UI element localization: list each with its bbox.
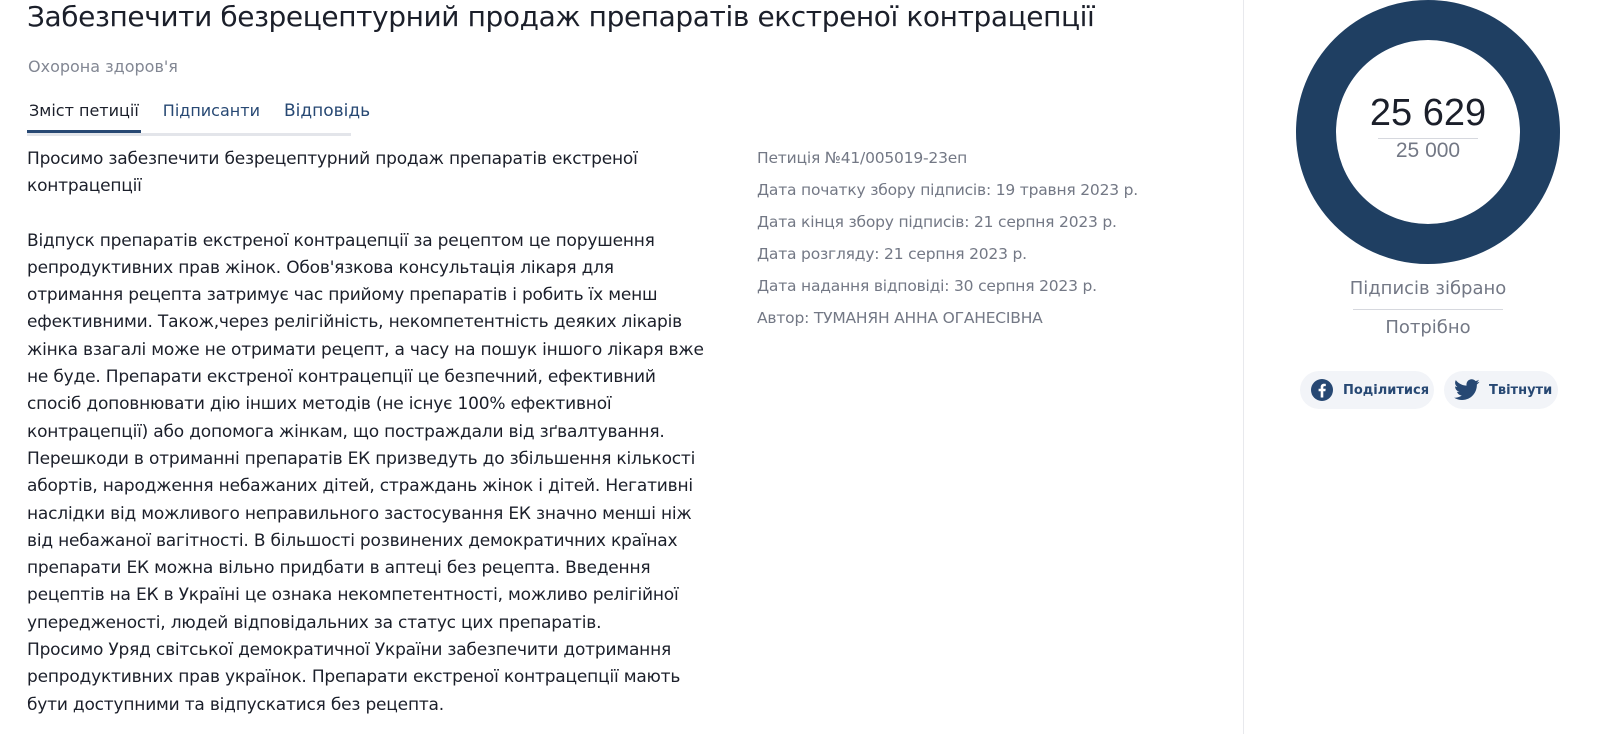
signatures-collected-count: 25 629 bbox=[1369, 92, 1487, 134]
sidebar-divider bbox=[1243, 0, 1244, 734]
tab-content[interactable]: Зміст петиції bbox=[27, 97, 141, 133]
twitter-share-button[interactable] bbox=[1444, 371, 1558, 409]
facebook-icon bbox=[1310, 378, 1334, 402]
petition-number: Петиція №41/005019-23еп bbox=[757, 149, 968, 167]
petition-paragraph-2: Перешкоди в отриманні препаратів ЕК призведуть до збільшення кількості абортів, народження небажаних дітей, страждань жінок і дітей. Негативні наслідки від можливого неправильного застосування ЕК значно менші ніж від небажаної вагітності. В більшості розвинених демократичних країнах препарати ЕК можна вільно придбати в аптеці без рецепта. Введення рецептів на ЕК в Україні це ознака некомпетентності, можливо релігійної упередженості, людей відповідальних за статус цих препаратів. bbox=[27, 448, 696, 633]
tab-signers[interactable]: Підписанти bbox=[162, 101, 260, 120]
signatures-needed-count: 25 000 bbox=[1395, 139, 1461, 162]
signatures-needed-label: Потрібно bbox=[1385, 317, 1471, 338]
petition-meta bbox=[757, 142, 1138, 334]
labels-divider bbox=[1353, 309, 1503, 310]
petition-author: Автор: ТУМАНЯН АННА ОГАНЕСІВНА bbox=[757, 309, 1043, 327]
petition-paragraph-3: Просимо Уряд світської демократичної України забезпечити дотримання репродуктивних прав українок. Препарати екстреної контрацепції мають бути доступними та відпускатися без рецепта. bbox=[27, 640, 681, 715]
petition-body bbox=[27, 146, 707, 719]
review-date: Дата розгляду: 21 серпня 2023 р. bbox=[757, 245, 1027, 263]
facebook-share-button[interactable] bbox=[1300, 371, 1434, 409]
twitter-icon bbox=[1454, 379, 1480, 401]
petition-title: Забезпечити безрецептурний продаж препаратів екстреної контрацепції bbox=[27, 0, 1095, 33]
petition-category-link[interactable]: Охорона здоров'я bbox=[28, 57, 178, 76]
twitter-share-label: Твітнути bbox=[1489, 382, 1553, 398]
petition-lead: Просимо забезпечити безрецептурний продаж препаратів екстреної контрацепції bbox=[27, 149, 638, 197]
petition-tabs bbox=[27, 97, 371, 136]
end-date: Дата кінця збору підписів: 21 серпня 2023 р. bbox=[757, 213, 1117, 231]
signatures-collected-label: Підписів зібрано bbox=[1349, 278, 1507, 299]
answer-date: Дата надання відповіді: 30 серпня 2023 р. bbox=[757, 277, 1097, 295]
start-date: Дата початку збору підписів: 19 травня 2023 р. bbox=[757, 181, 1139, 199]
tab-answer[interactable]: Відповідь bbox=[283, 101, 371, 121]
petition-paragraph-1: Відпуск препаратів екстреної контрацепції за рецептом це порушення репродуктивних прав жінок. Обов'язкова консультація лікаря для отримання рецепта затримує час прийому препаратів і робить їх менш ефективними. Також,через релігійність, некомпетентність деяких лікарів жінка взагалі може не отримати рецепт, а часу на пошук іншого лікаря вже не буде. Препарати екстреної контрацепції це безпечний, ефективний спосіб доповнювати дію інших методів (не існує 100% ефективної контрацепції) або допомога жінкам, що постраждали від зґвалтування. bbox=[27, 230, 704, 442]
facebook-share-label: Поділитися bbox=[1343, 382, 1430, 398]
paragraph-spacer bbox=[27, 201, 707, 228]
